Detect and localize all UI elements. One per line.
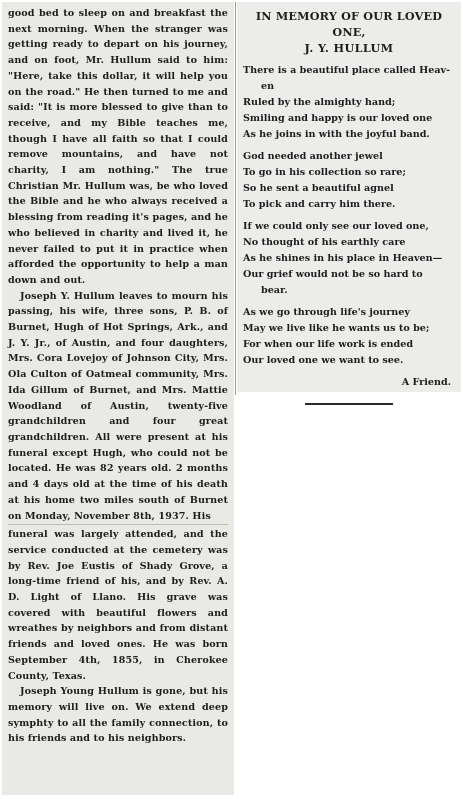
obituary-paragraph: good bed to sleep on and breakfast the next morning. When the stranger was getting ready to depart on his journey, and on foot, Mr. Hullum said to him: "Here, take this dollar, it will help you on the road." He then turned to me and said: "It is more blessed to give than to receive, and my Bible teaches me, though I have all faith so that I could remove mountains, and have not charity, I am nothing." The true Christian Mr. Hullum was, be who loved the Bible and he who always received a blessing from reading it's pages, and he who believed in charity and lived it, he never failed to put it in practice when afforded the opportunity to help a man down and out. bbox=[8, 8, 228, 286]
poem-line: bear. bbox=[261, 285, 288, 296]
poem-line: May we live like he wants us to be; bbox=[243, 323, 430, 334]
poem-line: So he sent a beautiful agnel bbox=[243, 183, 394, 194]
end-rule bbox=[305, 403, 393, 405]
poem-line: Smiling and happy is our loved one bbox=[243, 113, 433, 124]
poem-stanza bbox=[243, 63, 455, 143]
poem-title: IN MEMORY OF OUR LOVED ONE, bbox=[255, 9, 443, 39]
poem-line: en bbox=[261, 81, 275, 92]
poem-line: As he joins in with the joyful band. bbox=[243, 129, 430, 140]
poem-stanza bbox=[243, 219, 455, 299]
poem-line: No thought of his earthly care bbox=[243, 237, 406, 248]
poem-line: If we could only see our loved one, bbox=[243, 221, 429, 232]
poem-line: God needed another jewel bbox=[243, 151, 383, 162]
clipping-cut-line bbox=[8, 524, 228, 525]
obituary-paragraph: funeral was largely attended, and the service conducted at the cemetery was by Rev. Joe Eustis of Shady Grove, a long-time friend of his, and by Rev. A. D. Light of Llano. His grave was covered with beautiful flowers and wreathes by neighbors and from distant friends and loved ones. He was born September 4th, 1855, in Cherokee County, Texas. bbox=[8, 529, 228, 682]
poem-line: To go in his collection so rare; bbox=[243, 167, 406, 178]
poem-signature: A Friend. bbox=[401, 377, 451, 388]
poem-line: Our loved one we want to see. bbox=[243, 355, 404, 366]
poem-line: Our grief would not be so hard to bbox=[243, 269, 423, 280]
poem-stanza bbox=[243, 149, 455, 213]
poem-line: There is a beautiful place called Heav- bbox=[243, 65, 451, 76]
obituary-upper-piece bbox=[8, 6, 228, 524]
obituary-lower-piece bbox=[8, 527, 228, 747]
poem-line: To pick and carry him there. bbox=[243, 199, 396, 210]
poem-subtitle: J. Y. HULLUM bbox=[304, 41, 394, 55]
column-divider bbox=[235, 2, 236, 395]
poem-line: As he shines in his place in Heaven— bbox=[243, 253, 443, 264]
poem-line: Ruled by the almighty hand; bbox=[243, 97, 396, 108]
obituary-paragraph: Joseph Y. Hullum leaves to mourn his passing, his wife, three sons, P. B. of Burnet, Hugh of Hot Springs, Ark., and J. Y. Jr., of Austin, and four daughters, Mrs. Cora Lovejoy of Johnson City, Mrs. Ola Culton of Oatmeal community, Mrs. Ida Gillum of Burnet, and Mrs. Mattie Woodland of Austin, twenty-five grandchildren and four great grandchildren. All were present at his funeral except Hugh, who could not be located. He was 82 years old. 2 months and 4 days old at the time of his death at his home two miles south of Burnet on Monday, November 8th, 1937. His bbox=[8, 290, 228, 522]
memorial-poem-column bbox=[237, 2, 461, 392]
poem-stanza bbox=[243, 305, 455, 369]
poem-body bbox=[243, 63, 455, 369]
obituary-paragraph: Joseph Young Hullum is gone, but his memory will live on. We extend deep symphty to all the family connection, to his friends and to his neighbors. bbox=[8, 686, 228, 745]
obituary-column bbox=[2, 2, 234, 795]
poem-line: For when our life work is ended bbox=[243, 339, 414, 350]
poem-line: As we go through life's journey bbox=[243, 307, 410, 318]
